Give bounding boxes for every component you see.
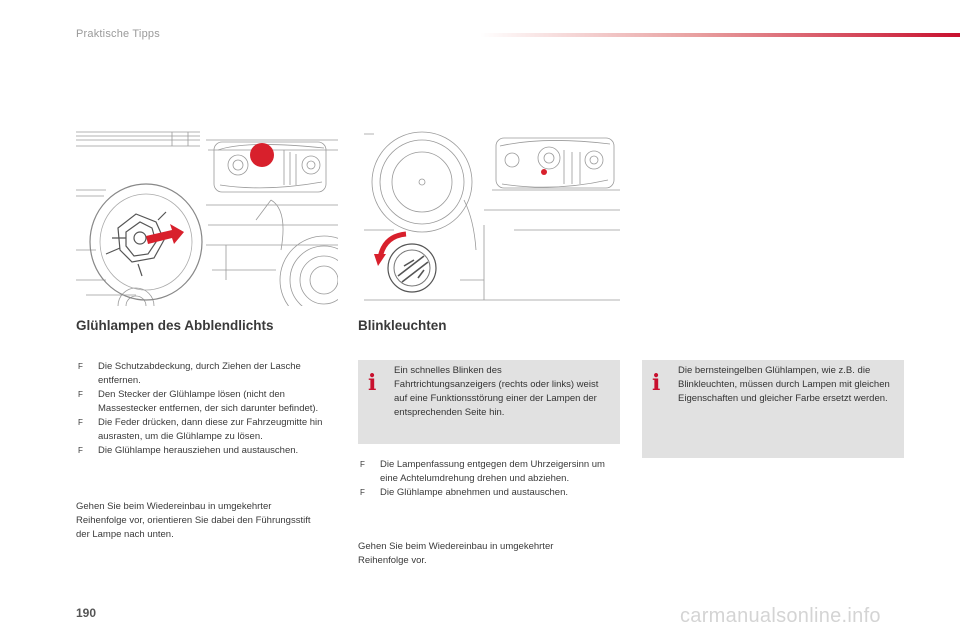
indicator-steps [358, 458, 620, 500]
indicator-reassembly-note: Gehen Sie beim Wiedereinbau in umgekehrter Reihenfolge vor. [358, 541, 554, 566]
bullet-marker: F [78, 390, 83, 399]
bullet-marker: F [360, 488, 365, 497]
bullet-marker: F [78, 418, 83, 427]
bulb-colour-info-text: Die bernsteingelben Glühlampen, wie z.B. die Blinkleuchten, müssen durch Lampen mit gleichen Eigenschaften und gleicher Farbe ersetzt werden. [678, 365, 890, 404]
indicator-illustration [364, 130, 620, 306]
step-text: Den Stecker der Glühlampe lösen (nicht den Massestecker entfernen, der sich darunter befindet). [98, 389, 319, 414]
list-item [76, 444, 338, 458]
bullet-marker: F [360, 460, 365, 469]
info-icon: i [368, 370, 377, 396]
watermark: carmanualsonline.info [680, 605, 881, 627]
indicator-info-text: Ein schnelles Blinken des Fahrtrichtungsanzeigers (rechts oder links) weist auf eine Funktionsstörung einer der Lampen der entsprechenden Seite hin. [394, 365, 599, 418]
indicator-info-box [358, 360, 620, 444]
indicator-heading: Blinkleuchten [358, 318, 447, 333]
list-item [358, 486, 620, 500]
header-accent-bar [480, 33, 960, 37]
low-beam-steps [76, 360, 338, 458]
step-text: Die Glühlampe abnehmen und austauschen. [380, 487, 569, 498]
list-item [76, 360, 338, 388]
bullet-marker: F [78, 446, 83, 455]
list-item [358, 458, 620, 486]
step-text: Die Feder drücken, dann diese zur Fahrzeugmitte hin ausrasten, um die Glühlampe zu lösen. [98, 417, 323, 442]
low-beam-reassembly-note: Gehen Sie beim Wiedereinbau in umgekehrter Reihenfolge vor, orientieren Sie dabei den Führungsstift der Lampe nach unten. [76, 501, 311, 540]
section-title: Praktische Tipps [76, 28, 160, 40]
low-beam-illustration [76, 130, 338, 306]
low-beam-heading: Glühlampen des Abblendlichts [76, 318, 274, 333]
step-text: Die Schutzabdeckung, durch Ziehen der Lasche entfernen. [98, 361, 301, 386]
step-text: Die Glühlampe herausziehen und austauschen. [98, 445, 299, 456]
bulb-colour-info-box [642, 360, 904, 458]
list-item [76, 388, 338, 416]
page-number: 190 [76, 606, 97, 620]
bullet-marker: F [78, 362, 83, 371]
info-icon: i [652, 370, 661, 396]
list-item [76, 416, 338, 444]
step-text: Die Lampenfassung entgegen dem Uhrzeigersinn um eine Achtelumdrehung drehen und abziehen. [380, 459, 605, 484]
